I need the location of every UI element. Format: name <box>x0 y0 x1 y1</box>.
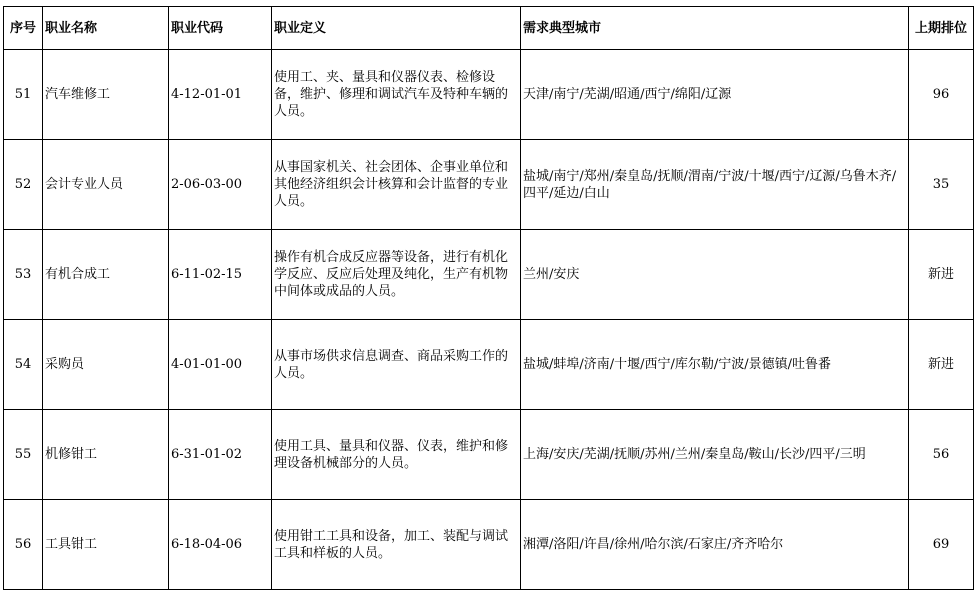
row-definition: 使用工、夹、量具和仪器仪表、检修设备，维护、修理和调试汽车及特种车辆的人员。 <box>272 50 521 140</box>
row-seq: 54 <box>4 320 43 410</box>
row-seq: 53 <box>4 230 43 320</box>
row-last-rank: 96 <box>909 50 974 140</box>
row-definition: 从事国家机关、社会团体、企事业单位和其他经济组织会计核算和会计监督的专业人员。 <box>272 140 521 230</box>
header-row <box>4 7 974 50</box>
row-code: 6-31-01-02 <box>169 410 272 500</box>
row-last-rank: 新进 <box>909 320 974 410</box>
row-name: 工具钳工 <box>43 500 169 590</box>
table-row <box>4 410 974 500</box>
header-code: 职业代码 <box>169 7 272 50</box>
row-definition: 使用工具、量具和仪器、仪表，维护和修理设备机械部分的人员。 <box>272 410 521 500</box>
row-last-rank: 69 <box>909 500 974 590</box>
row-name: 采购员 <box>43 320 169 410</box>
table-row <box>4 320 974 410</box>
header-last-rank: 上期排位 <box>909 7 974 50</box>
header-cities: 需求典型城市 <box>521 7 909 50</box>
table-row <box>4 140 974 230</box>
occupation-table <box>3 6 974 590</box>
row-seq: 52 <box>4 140 43 230</box>
row-code: 4-01-01-00 <box>169 320 272 410</box>
row-code: 6-11-02-15 <box>169 230 272 320</box>
row-cities: 天津/南宁/芜湖/昭通/西宁/绵阳/辽源 <box>521 50 909 140</box>
row-cities: 上海/安庆/芜湖/抚顺/苏州/兰州/秦皇岛/鞍山/长沙/四平/三明 <box>521 410 909 500</box>
row-seq: 51 <box>4 50 43 140</box>
row-cities: 湘潭/洛阳/许昌/徐州/哈尔滨/石家庄/齐齐哈尔 <box>521 500 909 590</box>
table-row <box>4 50 974 140</box>
row-last-rank: 56 <box>909 410 974 500</box>
row-code: 2-06-03-00 <box>169 140 272 230</box>
table-row <box>4 230 974 320</box>
header-name: 职业名称 <box>43 7 169 50</box>
table-row <box>4 500 974 590</box>
row-definition: 从事市场供求信息调查、商品采购工作的人员。 <box>272 320 521 410</box>
row-name: 有机合成工 <box>43 230 169 320</box>
row-cities: 兰州/安庆 <box>521 230 909 320</box>
row-cities: 盐城/南宁/郑州/秦皇岛/抚顺/渭南/宁波/十堰/西宁/辽源/乌鲁木齐/四平/延边/白山 <box>521 140 909 230</box>
row-code: 6-18-04-06 <box>169 500 272 590</box>
row-seq: 56 <box>4 500 43 590</box>
header-definition: 职业定义 <box>272 7 521 50</box>
row-last-rank: 35 <box>909 140 974 230</box>
row-code: 4-12-01-01 <box>169 50 272 140</box>
row-definition: 使用钳工工具和设备，加工、装配与调试工具和样板的人员。 <box>272 500 521 590</box>
row-seq: 55 <box>4 410 43 500</box>
row-definition: 操作有机合成反应器等设备，进行有机化学反应、反应后处理及纯化，生产有机物中间体或成品的人员。 <box>272 230 521 320</box>
row-name: 会计专业人员 <box>43 140 169 230</box>
header-seq: 序号 <box>4 7 43 50</box>
row-name: 汽车维修工 <box>43 50 169 140</box>
row-last-rank: 新进 <box>909 230 974 320</box>
row-cities: 盐城/蚌埠/济南/十堰/西宁/库尔勒/宁波/景德镇/吐鲁番 <box>521 320 909 410</box>
row-name: 机修钳工 <box>43 410 169 500</box>
